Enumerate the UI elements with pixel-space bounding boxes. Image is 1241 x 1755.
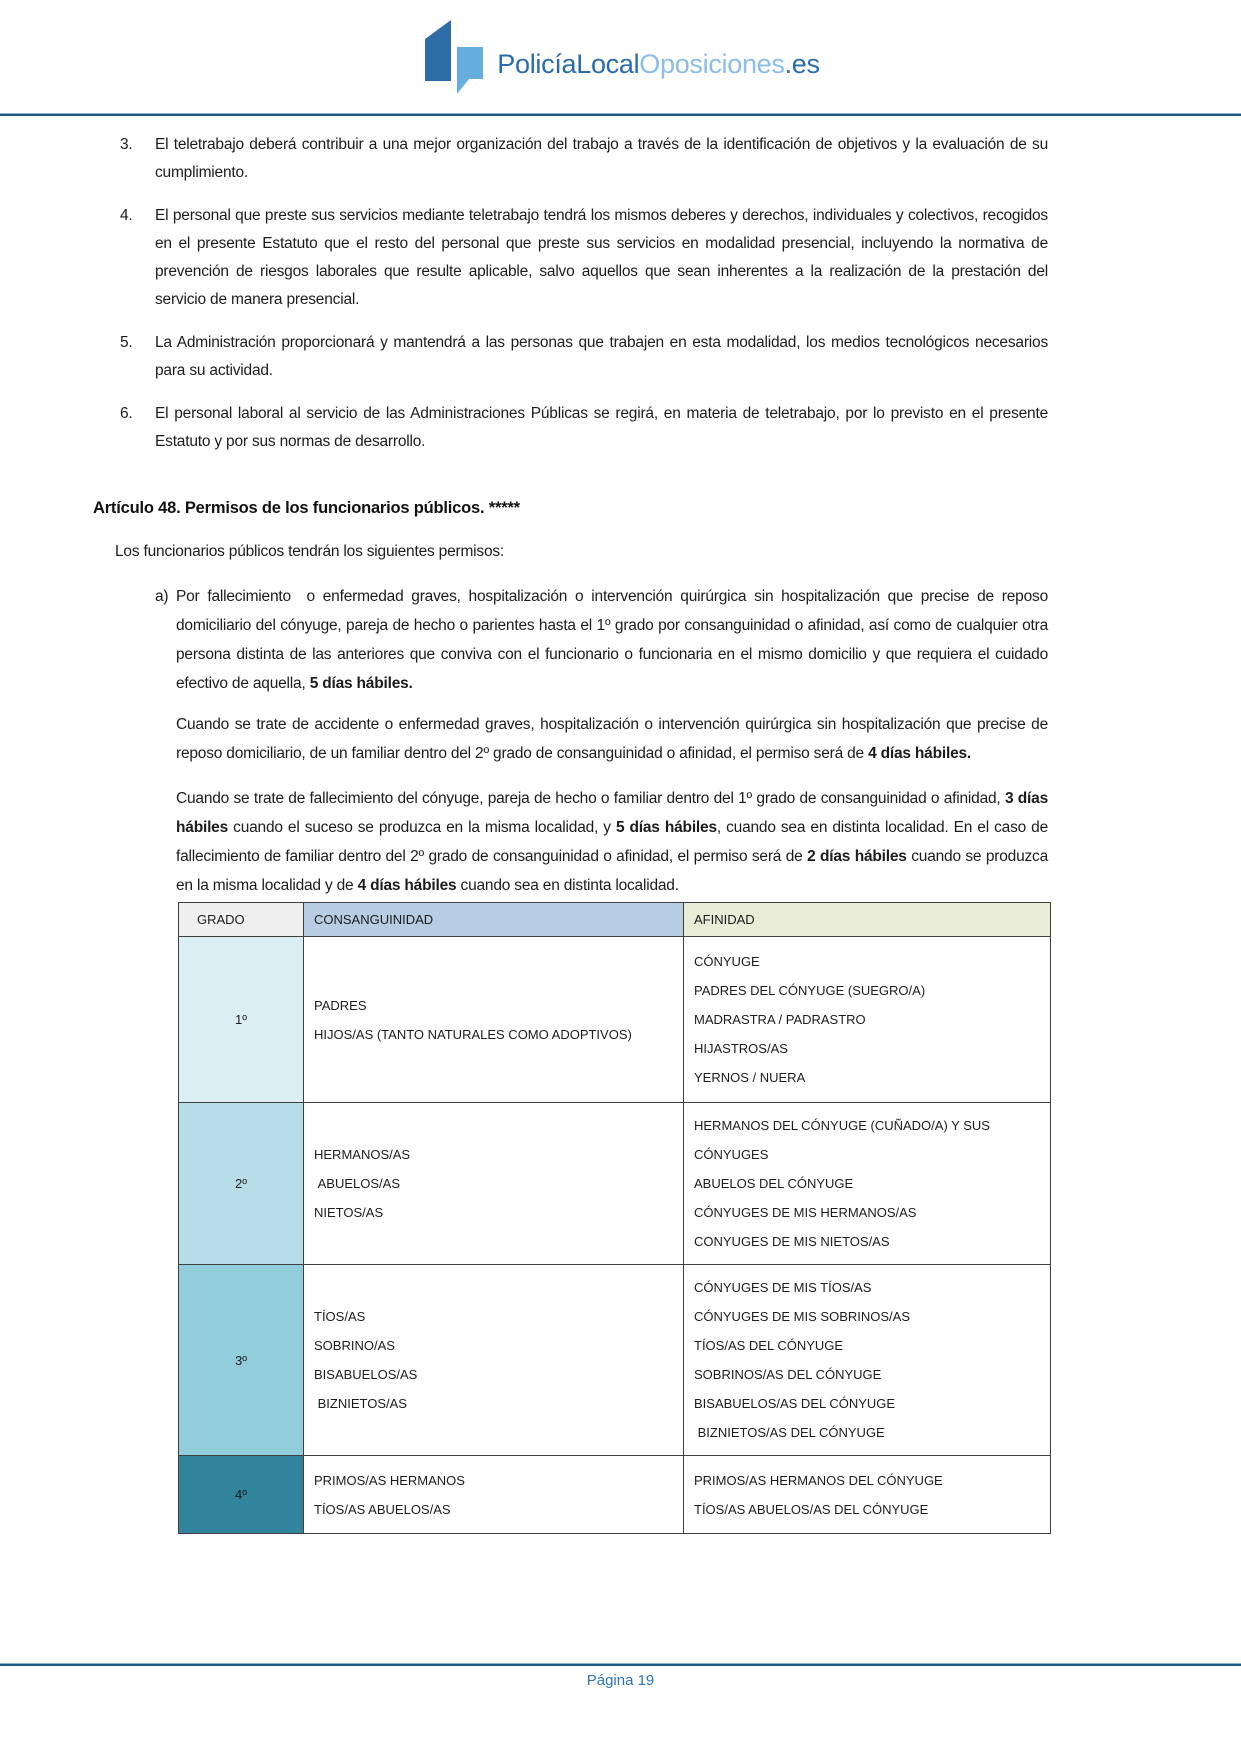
list-item-number: 5.	[120, 334, 133, 351]
text-run: cuando sea en distinta localidad.	[456, 877, 679, 894]
cell-line: BIZNIETOS/AS	[314, 1396, 407, 1411]
page-header	[0, 0, 1241, 113]
list-item-number: 6.	[120, 405, 133, 422]
logo-text-es: .es	[784, 49, 820, 79]
page-number: Página 19	[586, 1672, 655, 1689]
cell-line: SOBRINOS/AS DEL CÓNYUGE	[694, 1367, 882, 1382]
cell-line: HIJASTROS/AS	[694, 1041, 788, 1056]
cell-line: PRIMOS/AS HERMANOS DEL CÓNYUGE	[694, 1472, 943, 1488]
bold-text: 5 días hábiles.	[309, 675, 413, 692]
cell-line: TÍOS/AS	[314, 1309, 366, 1324]
bold-text: 4 días hábiles.	[868, 745, 972, 762]
article-heading: Artículo 48. Permisos de los funcionarios públicos. *****	[93, 499, 520, 517]
paragraph-accidente	[176, 710, 1053, 768]
cell-line: TÍOS/AS ABUELOS/AS	[314, 1501, 451, 1517]
cell-line: HERMANOS DEL CÓNYUGE (CUÑADO/A) Y SUS CÓNYUGES	[694, 1118, 994, 1162]
cell-line: PRIMOS/AS HERMANOS	[314, 1472, 465, 1488]
bold-text: 2 días hábiles	[807, 848, 907, 865]
logo-mark-icon	[421, 17, 487, 97]
cell-line: BISABUELOS/AS	[314, 1367, 418, 1382]
text-run: Cuando se trate de fallecimiento del cónyuge, pareja de hecho o familiar dentro del 1º grado de consanguinidad o afinidad,	[176, 790, 1005, 807]
afinidad-cell	[684, 1103, 1051, 1265]
text-run: Por fallecimiento o enfermedad graves, hospitalización o intervención quirúrgica sin hospitalización que precise de reposo domiciliario del cónyuge, pareja de hecho o parientes hasta el 1º grado por consanguinidad o afinidad, así como de cualquier otra persona distinta de las anteriores que conviva con el funcionario o funcionaria en el mismo domicilio y que requiera el cuidado efectivo de aquella,	[176, 588, 1053, 692]
numbered-list	[93, 131, 1148, 456]
cell-line: ABUELOS/AS	[314, 1176, 400, 1191]
cell-line: CONYUGES DE MIS NIETOS/AS	[694, 1234, 890, 1249]
list-item-number: 3.	[120, 136, 133, 153]
page-footer	[0, 1663, 1241, 1689]
grado-cell: 2º	[179, 1103, 304, 1265]
cell-line: HERMANOS/AS	[314, 1147, 411, 1162]
text-run: cuando el suceso se produzca en la misma localidad, y	[228, 819, 616, 836]
column-header-consanguinidad: CONSANGUINIDAD	[304, 903, 684, 937]
article-intro: Los funcionarios públicos tendrán los siguientes permisos:	[115, 543, 505, 560]
cell-line: MADRASTRA / PADRASTRO	[694, 1012, 866, 1027]
consanguinidad-cell	[304, 1103, 684, 1265]
list-item	[93, 202, 1148, 314]
bold-text: 5 días hábiles	[615, 819, 717, 836]
logo-text-oposiciones: Oposiciones	[639, 49, 785, 79]
table-row	[179, 1265, 1051, 1456]
cell-line: PADRES DEL CÓNYUGE (SUEGRO/A)	[694, 983, 926, 998]
logo-text-policialocal: PolicíaLocal	[497, 49, 640, 79]
cell-line: CÓNYUGES DE MIS TÍOS/AS	[694, 1280, 872, 1295]
afinidad-cell	[684, 1265, 1051, 1456]
consanguinidad-cell	[304, 1456, 684, 1534]
cell-line: TÍOS/AS DEL CÓNYUGE	[694, 1338, 844, 1353]
cell-line: BISABUELOS/AS DEL CÓNYUGE	[694, 1396, 896, 1411]
consanguinidad-cell	[304, 1265, 684, 1456]
kinship-table-body	[179, 937, 1051, 1534]
cell-line: SOBRINO/AS	[314, 1338, 395, 1353]
cell-line: CÓNYUGE	[694, 954, 760, 969]
list-item-text: El personal laboral al servicio de las Administraciones Públicas se regirá, en materia de teletrabajo, por lo previsto en el presente Estatuto y por sus normas de desarrollo.	[155, 405, 1048, 450]
footer-divider	[0, 1663, 1241, 1666]
column-header-grado: GRADO	[179, 903, 304, 937]
cell-line: YERNOS / NUERA	[694, 1070, 806, 1085]
table-row	[179, 1456, 1051, 1534]
cell-line: CÓNYUGES DE MIS HERMANOS/AS	[694, 1205, 917, 1220]
paragraph-fallecimiento	[176, 784, 1053, 900]
cell-line: TÍOS/AS ABUELOS/AS DEL CÓNYUGE	[694, 1501, 929, 1517]
grado-cell: 1º	[179, 937, 304, 1103]
text-run: Cuando se trate de accidente o enfermedad graves, hospitalización o intervención quirúrgica sin hospitalización que precise de reposo domiciliario, de un familiar dentro del 2º grado de consanguinidad o afinidad, el permiso será de	[176, 716, 1053, 762]
kinship-table-head	[179, 903, 1051, 937]
cell-line: ABUELOS DEL CÓNYUGE	[694, 1176, 854, 1191]
cell-line: CÓNYUGES DE MIS SOBRINOS/AS	[694, 1309, 910, 1324]
afinidad-cell	[684, 937, 1051, 1103]
bold-text: 4 días hábiles	[357, 877, 457, 894]
afinidad-cell	[684, 1456, 1051, 1534]
cell-line: BIZNIETOS/AS DEL CÓNYUGE	[694, 1425, 885, 1440]
grado-cell: 3º	[179, 1265, 304, 1456]
cell-line: HIJOS/AS (TANTO NATURALES COMO ADOPTIVOS)	[314, 1026, 632, 1042]
list-item	[93, 400, 1148, 456]
lettered-item-label: a)	[155, 588, 169, 605]
list-item	[93, 329, 1148, 385]
header-row	[179, 903, 1051, 937]
list-item-text: El personal que preste sus servicios mediante teletrabajo tendrá los mismos deberes y derechos, individuales y colectivos, recogidos en el presente Estatuto que el resto del personal que preste sus servicios en modalidad presencial, incluyendo la normativa de prevención de riesgos laborales que resulte aplicable, salvo aquellos que sean inherentes a la realización de la prestación del servicio de manera presencial.	[155, 207, 1048, 308]
site-logo	[421, 17, 819, 97]
cell-line: PADRES	[314, 997, 367, 1013]
paragraph-a	[176, 582, 1053, 698]
document-body	[0, 116, 1241, 1534]
text-run: cuando se produzca en la misma localidad y de	[176, 848, 1053, 894]
logo-wordmark	[497, 49, 819, 80]
text-run: , cuando sea en distinta localidad. En el caso de fallecimiento de familiar dentro del 2º grado de consanguinidad o afinidad, el permiso será de	[176, 819, 1053, 865]
table-row	[179, 937, 1051, 1103]
lettered-item-a	[155, 582, 1148, 698]
column-header-afinidad: AFINIDAD	[684, 903, 1051, 937]
kinship-table	[178, 902, 1051, 1534]
table-row	[179, 1103, 1051, 1265]
consanguinidad-cell	[304, 937, 684, 1103]
grado-cell: 4º	[179, 1456, 304, 1534]
list-item-number: 4.	[120, 207, 133, 224]
list-item-text: El teletrabajo deberá contribuir a una mejor organización del trabajo a través de la identificación de objetivos y la evaluación de su cumplimiento.	[155, 136, 1048, 181]
cell-line: NIETOS/AS	[314, 1205, 384, 1220]
list-item-text: La Administración proporcionará y mantendrá a las personas que trabajen en esta modalidad, los medios tecnológicos necesarios para su actividad.	[155, 334, 1048, 379]
list-item	[93, 131, 1148, 187]
bold-text: 3 días hábiles	[176, 790, 1053, 836]
